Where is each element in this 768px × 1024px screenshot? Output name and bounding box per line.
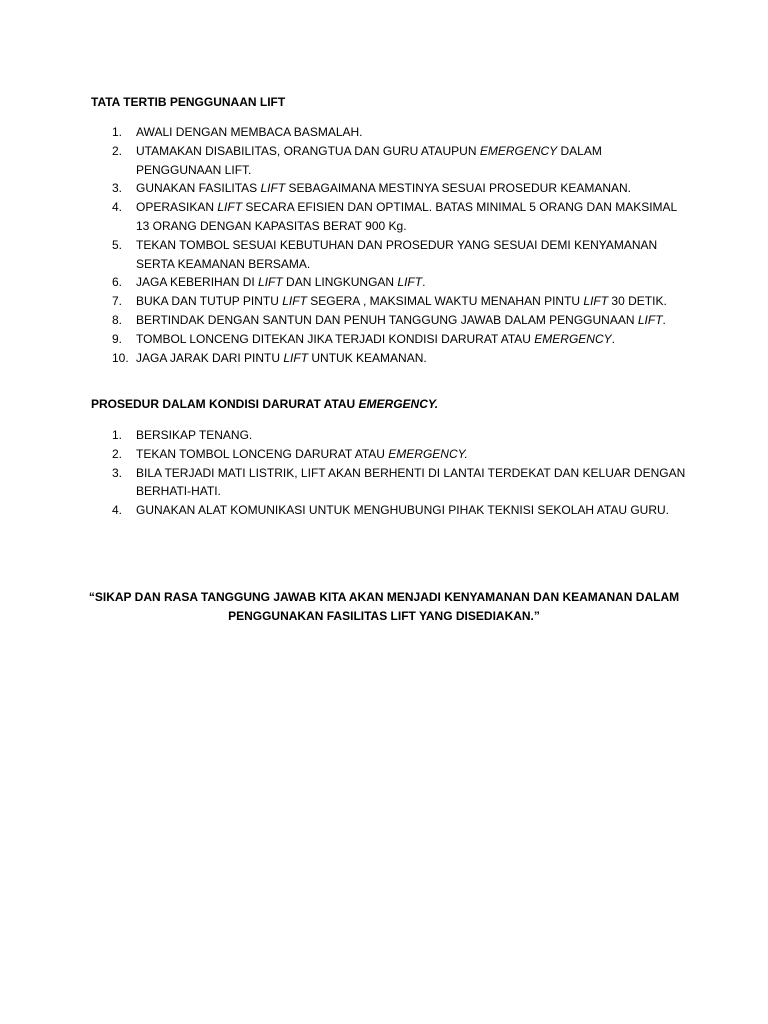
list-item bbox=[0, 464, 768, 502]
item-number: 5. bbox=[112, 237, 123, 252]
list-item bbox=[0, 198, 768, 236]
item-number: 4. bbox=[112, 503, 123, 518]
item-text: JAGA KEBERIHAN DI LIFT DAN LINGKUNGAN LIFT. bbox=[136, 275, 426, 290]
item-text: TEKAN TOMBOL LONCENG DARURAT ATAU EMERGENCY. bbox=[136, 446, 468, 461]
item-number: 10. bbox=[112, 350, 129, 365]
list-item bbox=[0, 142, 768, 180]
item-text: GUNAKAN ALAT KOMUNIKASI UNTUK MENGHUBUNGI PIHAK TEKNISI SEKOLAH ATAU GURU. bbox=[136, 503, 669, 518]
item-number: 3. bbox=[112, 181, 123, 196]
item-number: 2. bbox=[112, 446, 123, 461]
closing-quote: “SIKAP DAN RASA TANGGUNG JAWAB KITA AKAN MENJADI KENYAMANAN DAN KEAMANAN DALAM PENGGUNAKAN FASILITAS LIFT YANG DISEDIAKAN.” bbox=[88, 590, 680, 623]
item-text: BUKA DAN TUTUP PINTU LIFT SEGERA , MAKSIMAL WAKTU MENAHAN PINTU LIFT 30 DETIK. bbox=[136, 294, 667, 309]
list-item bbox=[0, 445, 768, 464]
rules-list bbox=[0, 123, 768, 367]
section-title-emergency: PROSEDUR DALAM KONDISI DARURAT ATAU EMERGENCY. bbox=[91, 397, 439, 411]
item-text: BERSIKAP TENANG. bbox=[136, 428, 253, 442]
item-text: GUNAKAN FASILITAS LIFT SEBAGAIMANA MESTINYA SESUAI PROSEDUR KEAMANAN. bbox=[136, 181, 632, 196]
item-number: 2. bbox=[112, 143, 123, 158]
list-item bbox=[0, 501, 768, 520]
list-item bbox=[0, 426, 768, 445]
list-item bbox=[0, 349, 768, 368]
item-text: BILA TERJADI MATI LISTRIK, LIFT AKAN BERHENTI DI LANTAI TERDEKAT DAN KELUAR DENGAN BERHATI-HATI. bbox=[136, 465, 686, 499]
item-text: UTAMAKAN DISABILITAS, ORANGTUA DAN GURU ATAUPUN EMERGENCY DALAM PENGGUNAAN LIFT. bbox=[136, 143, 602, 177]
item-text: TOMBOL LONCENG DITEKAN JIKA TERJADI KONDISI DARURAT ATAU EMERGENCY. bbox=[136, 331, 615, 346]
list-item bbox=[0, 236, 768, 274]
item-number: 4. bbox=[112, 200, 123, 215]
item-number: 8. bbox=[112, 312, 123, 327]
item-text: TEKAN TOMBOL SESUAI KEBUTUHAN DAN PROSEDUR YANG SESUAI DEMI KENYAMANAN SERTA KEAMANAN BERSAMA. bbox=[136, 237, 658, 271]
item-text: JAGA JARAK DARI PINTU LIFT UNTUK KEAMANAN. bbox=[136, 350, 427, 365]
item-number: 1. bbox=[112, 125, 123, 139]
item-text: OPERASIKAN LIFT SECARA EFISIEN DAN OPTIMAL. BATAS MINIMAL 5 ORANG DAN MAKSIMAL 13 ORANG DENGAN KAPASITAS BERAT 900 Kg. bbox=[136, 200, 677, 233]
item-text: BERTINDAK DENGAN SANTUN DAN PENUH TANGGUNG JAWAB DALAM PENGGUNAAN LIFT. bbox=[136, 312, 666, 327]
list-item bbox=[0, 123, 768, 142]
item-number: 6. bbox=[112, 275, 123, 290]
list-item bbox=[0, 311, 768, 330]
section-title-rules: TATA TERTIB PENGGUNAAN LIFT bbox=[91, 95, 286, 109]
item-number: 3. bbox=[112, 465, 123, 480]
item-number: 9. bbox=[112, 331, 123, 346]
list-item bbox=[0, 273, 768, 292]
list-item bbox=[0, 330, 768, 349]
item-text: AWALI DENGAN MEMBACA BASMALAH. bbox=[136, 125, 363, 139]
item-number: 1. bbox=[112, 428, 123, 442]
list-item bbox=[0, 292, 768, 311]
item-number: 7. bbox=[112, 294, 123, 309]
emergency-list bbox=[0, 426, 768, 520]
list-item bbox=[0, 179, 768, 198]
